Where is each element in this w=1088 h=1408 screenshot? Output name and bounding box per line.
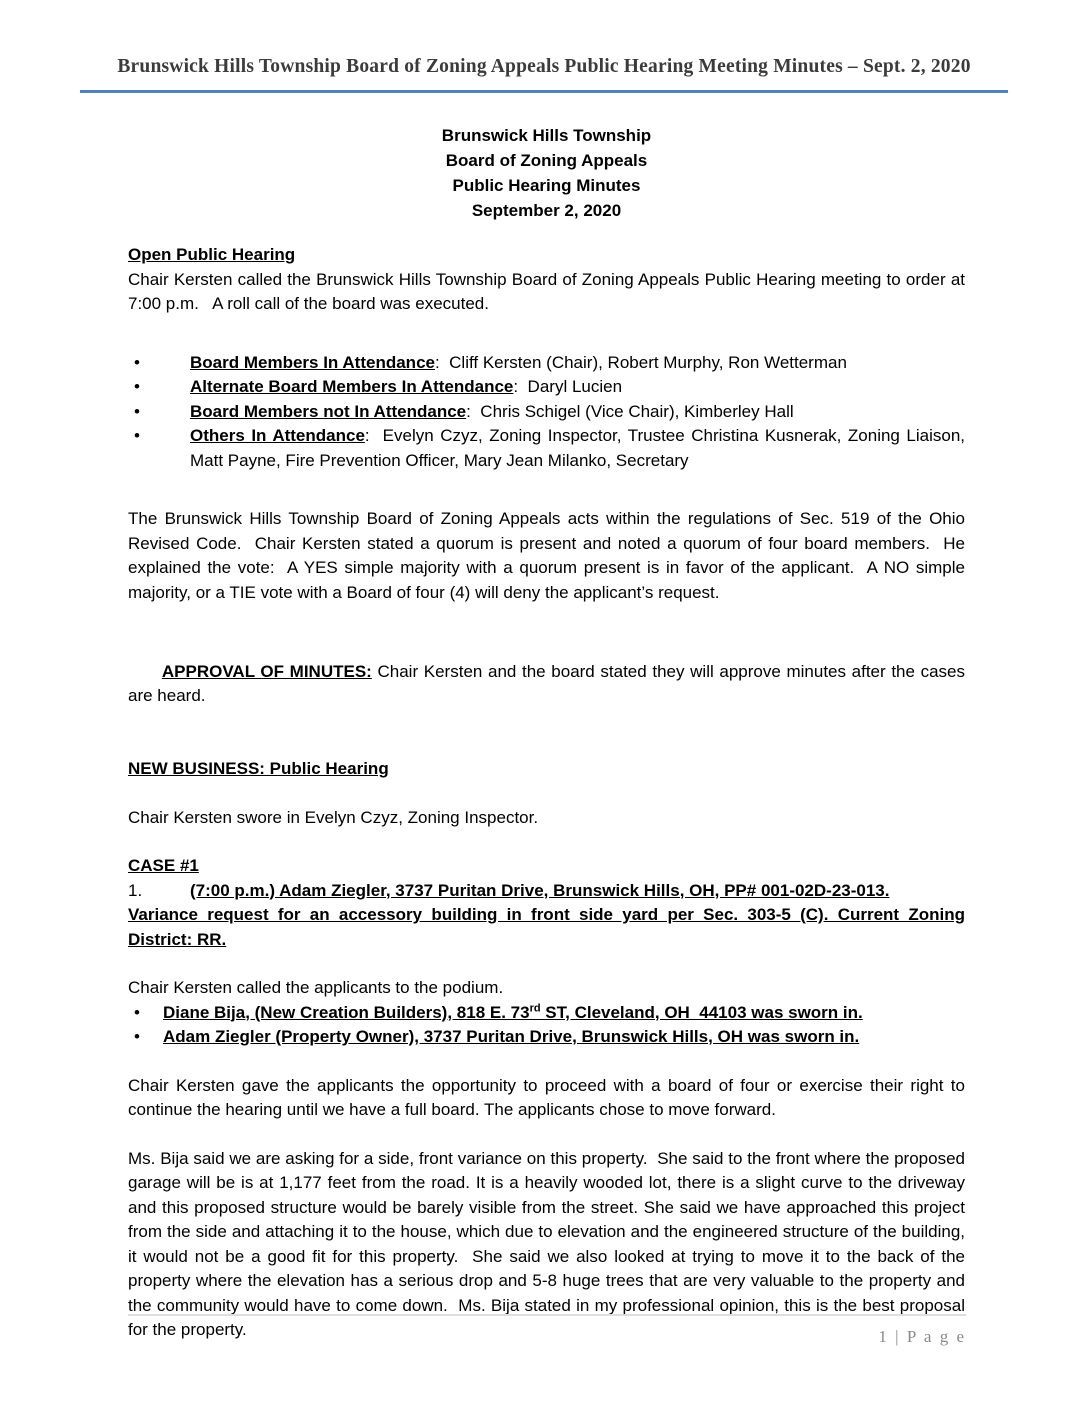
case-1-number: 1. xyxy=(128,880,143,900)
running-header-title: Brunswick Hills Township Board of Zoning Appeals Public Hearing Meeting Minutes – Sept. 2, 2020 xyxy=(117,56,971,77)
case-1-item xyxy=(128,879,965,953)
paragraph-podium: Chair Kersten called the applicants to the podium. xyxy=(128,978,504,997)
attendance-value: : Evelyn Czyz, Zoning Inspector, Trustee Christina Kusnerak, Zoning Liaison, Matt Payne, Fire Prevention Officer, Mary Jean Milanko, Secretary xyxy=(190,426,970,470)
attendance-value: : Cliff Kersten (Chair), Robert Murphy, Ron Wetterman xyxy=(434,352,847,372)
attendance-list xyxy=(128,351,970,474)
paragraph-proceed: Chair Kersten gave the applicants the opportunity to proceed with a board of four or exercise their right to continue the hearing until we have a full board. The applicants chose to move forward. xyxy=(128,1075,970,1119)
sworn-in-adam-ziegler: Adam Ziegler (Property Owner), 3737 Puritan Drive, Brunswick Hills, OH was sworn in. xyxy=(163,1027,860,1046)
section-open-public-hearing xyxy=(128,243,970,317)
approval-of-minutes-text: Chair Kersten and the board stated they will approve minutes after the cases are heard. xyxy=(128,661,970,705)
new-business-heading: NEW BUSINESS: Public Hearing xyxy=(128,759,389,778)
paragraph-bija-statement: Ms. Bija said we are asking for a side, front variance on this property. She said to the front where the proposed garage will be is at 1,177 feet from the road. It is a heavily wooded lot, there is a slight curve to the driveway and this proposed structure would be barely visible from the street. She said we have approached this project from the side and attaching it to the house, which due to elevation and the engineered structure of the building, it would not be a good fit for this property. She said we also looked at trying to move it to the back of the property where the elevation has a serious drop and 5-8 huge trees that are very valuable to the property and the community would have to come down. Ms. Bija stated in my professional opinion, this is the best proposal for the property. xyxy=(128,1148,970,1339)
open-public-hearing-heading: Open Public Hearing xyxy=(128,245,296,264)
attendance-item xyxy=(128,351,965,376)
bullet-icon: • xyxy=(134,401,140,421)
section-case-1 xyxy=(128,854,965,952)
sworn-in-item xyxy=(128,1001,965,1026)
document-title-block xyxy=(128,123,965,223)
approval-of-minutes-label: APPROVAL OF MINUTES: xyxy=(161,661,372,681)
bullet-icon: • xyxy=(134,352,140,372)
page-footer xyxy=(128,1314,966,1350)
sworn-in-item xyxy=(128,1025,965,1050)
attendance-label: Alternate Board Members In Attendance xyxy=(190,377,514,396)
bullet-icon: • xyxy=(134,426,140,445)
attendance-item xyxy=(128,424,970,473)
attendance-label: Board Members In Attendance xyxy=(190,352,435,372)
paragraph-swear-in: Chair Kersten swore in Evelyn Czyz, Zoning Inspector. xyxy=(128,807,539,827)
document-body xyxy=(128,123,970,1343)
page-number: 1 | P a g e xyxy=(878,1327,966,1346)
header-rule xyxy=(80,90,1008,93)
paragraph-call-to-order: Chair Kersten called the Brunswick Hills Township Board of Zoning Appeals Public Hearing meeting to order at 7:00 p.m. A roll call of the board was executed. xyxy=(128,269,970,313)
bullet-icon: • xyxy=(134,377,140,396)
attendance-value: : Daryl Lucien xyxy=(513,377,623,396)
attendance-label: Board Members not In Attendance xyxy=(190,401,467,421)
case-1-heading: CASE #1 xyxy=(128,856,199,875)
paragraph-quorum: The Brunswick Hills Township Board of Zoning Appeals acts within the regulations of Sec. 519 of the Ohio Revised Code. Chair Kersten stated a quorum is present and noted a quorum of four board members. He explained the vote: A YES simple majority with a quorum present is in favor of the applicant. A NO simple majority, or a TIE vote with a Board of four (4) will deny the applicant’s request. xyxy=(128,509,970,602)
bullet-icon: • xyxy=(134,1027,140,1046)
attendance-item xyxy=(128,400,965,425)
title-line-township: Brunswick Hills Township xyxy=(441,126,652,145)
section-new-business xyxy=(128,757,965,782)
attendance-item xyxy=(128,375,965,400)
case-1-description-line1: (7:00 p.m.) Adam Ziegler, 3737 Puritan Drive, Brunswick Hills, OH, PP# 001-02D-23-013. xyxy=(190,880,890,900)
ordinal-superscript: rd xyxy=(529,1001,541,1014)
case-1-applicants xyxy=(128,976,965,1050)
bullet-icon: • xyxy=(134,1002,140,1022)
title-line-date: September 2, 2020 xyxy=(471,201,622,220)
paragraph-approval-of-minutes xyxy=(128,635,970,733)
attendance-label: Others In Attendance xyxy=(190,426,365,445)
attendance-value: : Chris Schigel (Vice Chair), Kimberley Hall xyxy=(466,401,794,421)
case-1-description-line2: Variance request for an accessory building in front side yard per Sec. 303-5 (C). Current Zoning District: RR. xyxy=(128,905,965,949)
title-line-minutes: Public Hearing Minutes xyxy=(452,176,641,195)
title-line-board: Board of Zoning Appeals xyxy=(445,151,648,170)
sworn-in-diane-bija: Diane Bija, (New Creation Builders), 818 E. 73rd ST, Cleveland, OH 44103 was sworn in. xyxy=(163,1001,863,1022)
